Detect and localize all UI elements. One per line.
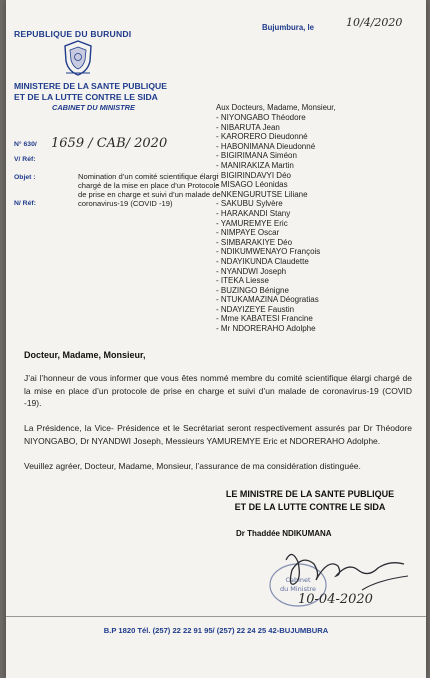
footer-divider (6, 616, 426, 617)
list-item: - MANIRAKIZA Martin (216, 160, 294, 170)
list-item: - NDAYIKUNDA Claudette (216, 256, 309, 266)
signatory-title-line-2: ET DE LA LUTTE CONTRE LE SIDA (234, 502, 386, 512)
ministry-line-2: ET DE LA LUTTE CONTRE LE SIDA (14, 92, 158, 102)
list-item: - NTUKAMAZINA Déogratias (216, 295, 319, 305)
cabinet-header: CABINET DU MINISTRE (52, 103, 135, 112)
list-item: - SAKUBU Sylvère (216, 199, 283, 209)
list-item: - Mr NDORERAHO Adolphe (216, 324, 316, 334)
subject-text: Nomination d’un comité scientifique élargi chargé de la mise en place d’un Protocole de prise en charge et suivi d’un malade de coronavirus-19 (COVID -19) (78, 172, 221, 208)
handwritten-reference-number: 1659 / CAB/ 2020 (51, 136, 168, 151)
list-item: - NIYONGABO Théodore (216, 113, 306, 122)
recipients-intro: Aux Docteurs, Madame, Monsieur, (216, 103, 336, 112)
svg-text:du Ministre: du Ministre (279, 585, 317, 593)
signatory-title (202, 488, 418, 514)
list-item: - NIMPAYE Oscar (216, 228, 280, 238)
list-item: - BIGIRINDAVYI Déo (216, 170, 291, 180)
footer-address: B.P 1820 Tél. (257) 22 22 91 95/ (257) 22 24 25 42-BUJUMBURA (103, 626, 329, 635)
list-item: - SIMBARAKIYE Déo (216, 237, 293, 247)
salutation: Docteur, Madame, Monsieur, (24, 350, 146, 360)
coat-of-arms-icon (61, 39, 95, 77)
place-date-label: Bujumbura, le (262, 23, 314, 32)
list-item: - BIGIRIMANA Siméon (216, 151, 297, 161)
signatory-name: Dr Thaddée NDIKUMANA (236, 529, 332, 538)
list-item: - Mme KABATESI Francine (216, 314, 313, 324)
ministry-header (14, 81, 167, 103)
list-item: - NIBARUTA Jean (216, 122, 280, 132)
body-paragraph-2: La Présidence, la Vice- Présidence et le Secrétariat seront respectivement assurés par Dr Théodore NIYONGABO, Dr NYANDWI Joseph, Messieurs YAMUREMYE Eric et NDORERAHO Adolphe. (24, 423, 412, 446)
recipients-list (216, 113, 320, 334)
list-item: - YAMUREMYE Eric (216, 218, 288, 228)
your-reference-label: V/ Réf: (14, 156, 36, 163)
list-item: - NDAYIZEYE Faustin (216, 304, 295, 314)
body-paragraph-1: J’ai l’honneur de vous informer que vous êtes nommé membre du comité scientifique élargi chargé de la mise en place d’un protocole de prise en charge et suivi d’un malade de coronavirus-19 (COVID -19). (24, 373, 412, 408)
ministry-line-1: MINISTERE DE LA SANTE PUBLIQUE (14, 81, 167, 91)
reference-number-label: N° 630/ (14, 141, 37, 148)
signatory-title-line-1: LE MINISTRE DE LA SANTE PUBLIQUE (225, 489, 395, 499)
handwritten-date: 10/4/2020 (346, 16, 403, 29)
our-reference-label: N/ Réf: (14, 200, 36, 207)
list-item: - NDIKUMWENAYO François (216, 247, 321, 257)
list-item: - KARORERO Dieudonné (216, 132, 308, 142)
body-paragraph-3: Veuillez agréer, Docteur, Madame, Monsieur, l’assurance de ma considération distinguée. (24, 461, 361, 471)
handwritten-signature-date: 10-04-2020 (298, 592, 373, 607)
letter-page (6, 0, 426, 678)
svg-text:Cabinet: Cabinet (285, 576, 311, 584)
list-item: - HARAKANDI Stany (216, 208, 291, 218)
list-item: - NYANDWI Joseph (216, 266, 287, 276)
list-item: - ITEKA Liesse (216, 276, 269, 286)
republic-header: REPUBLIQUE DU BURUNDI (14, 29, 132, 39)
list-item: - BUZINGO Bénigne (216, 285, 289, 295)
list-item: - MISAGO Léonidas (216, 180, 288, 190)
list-item: - NKENGURUTSE Liliane (216, 189, 308, 199)
subject-label: Objet : (14, 174, 36, 181)
list-item: - HABONIMANA Dieudonné (216, 141, 316, 151)
